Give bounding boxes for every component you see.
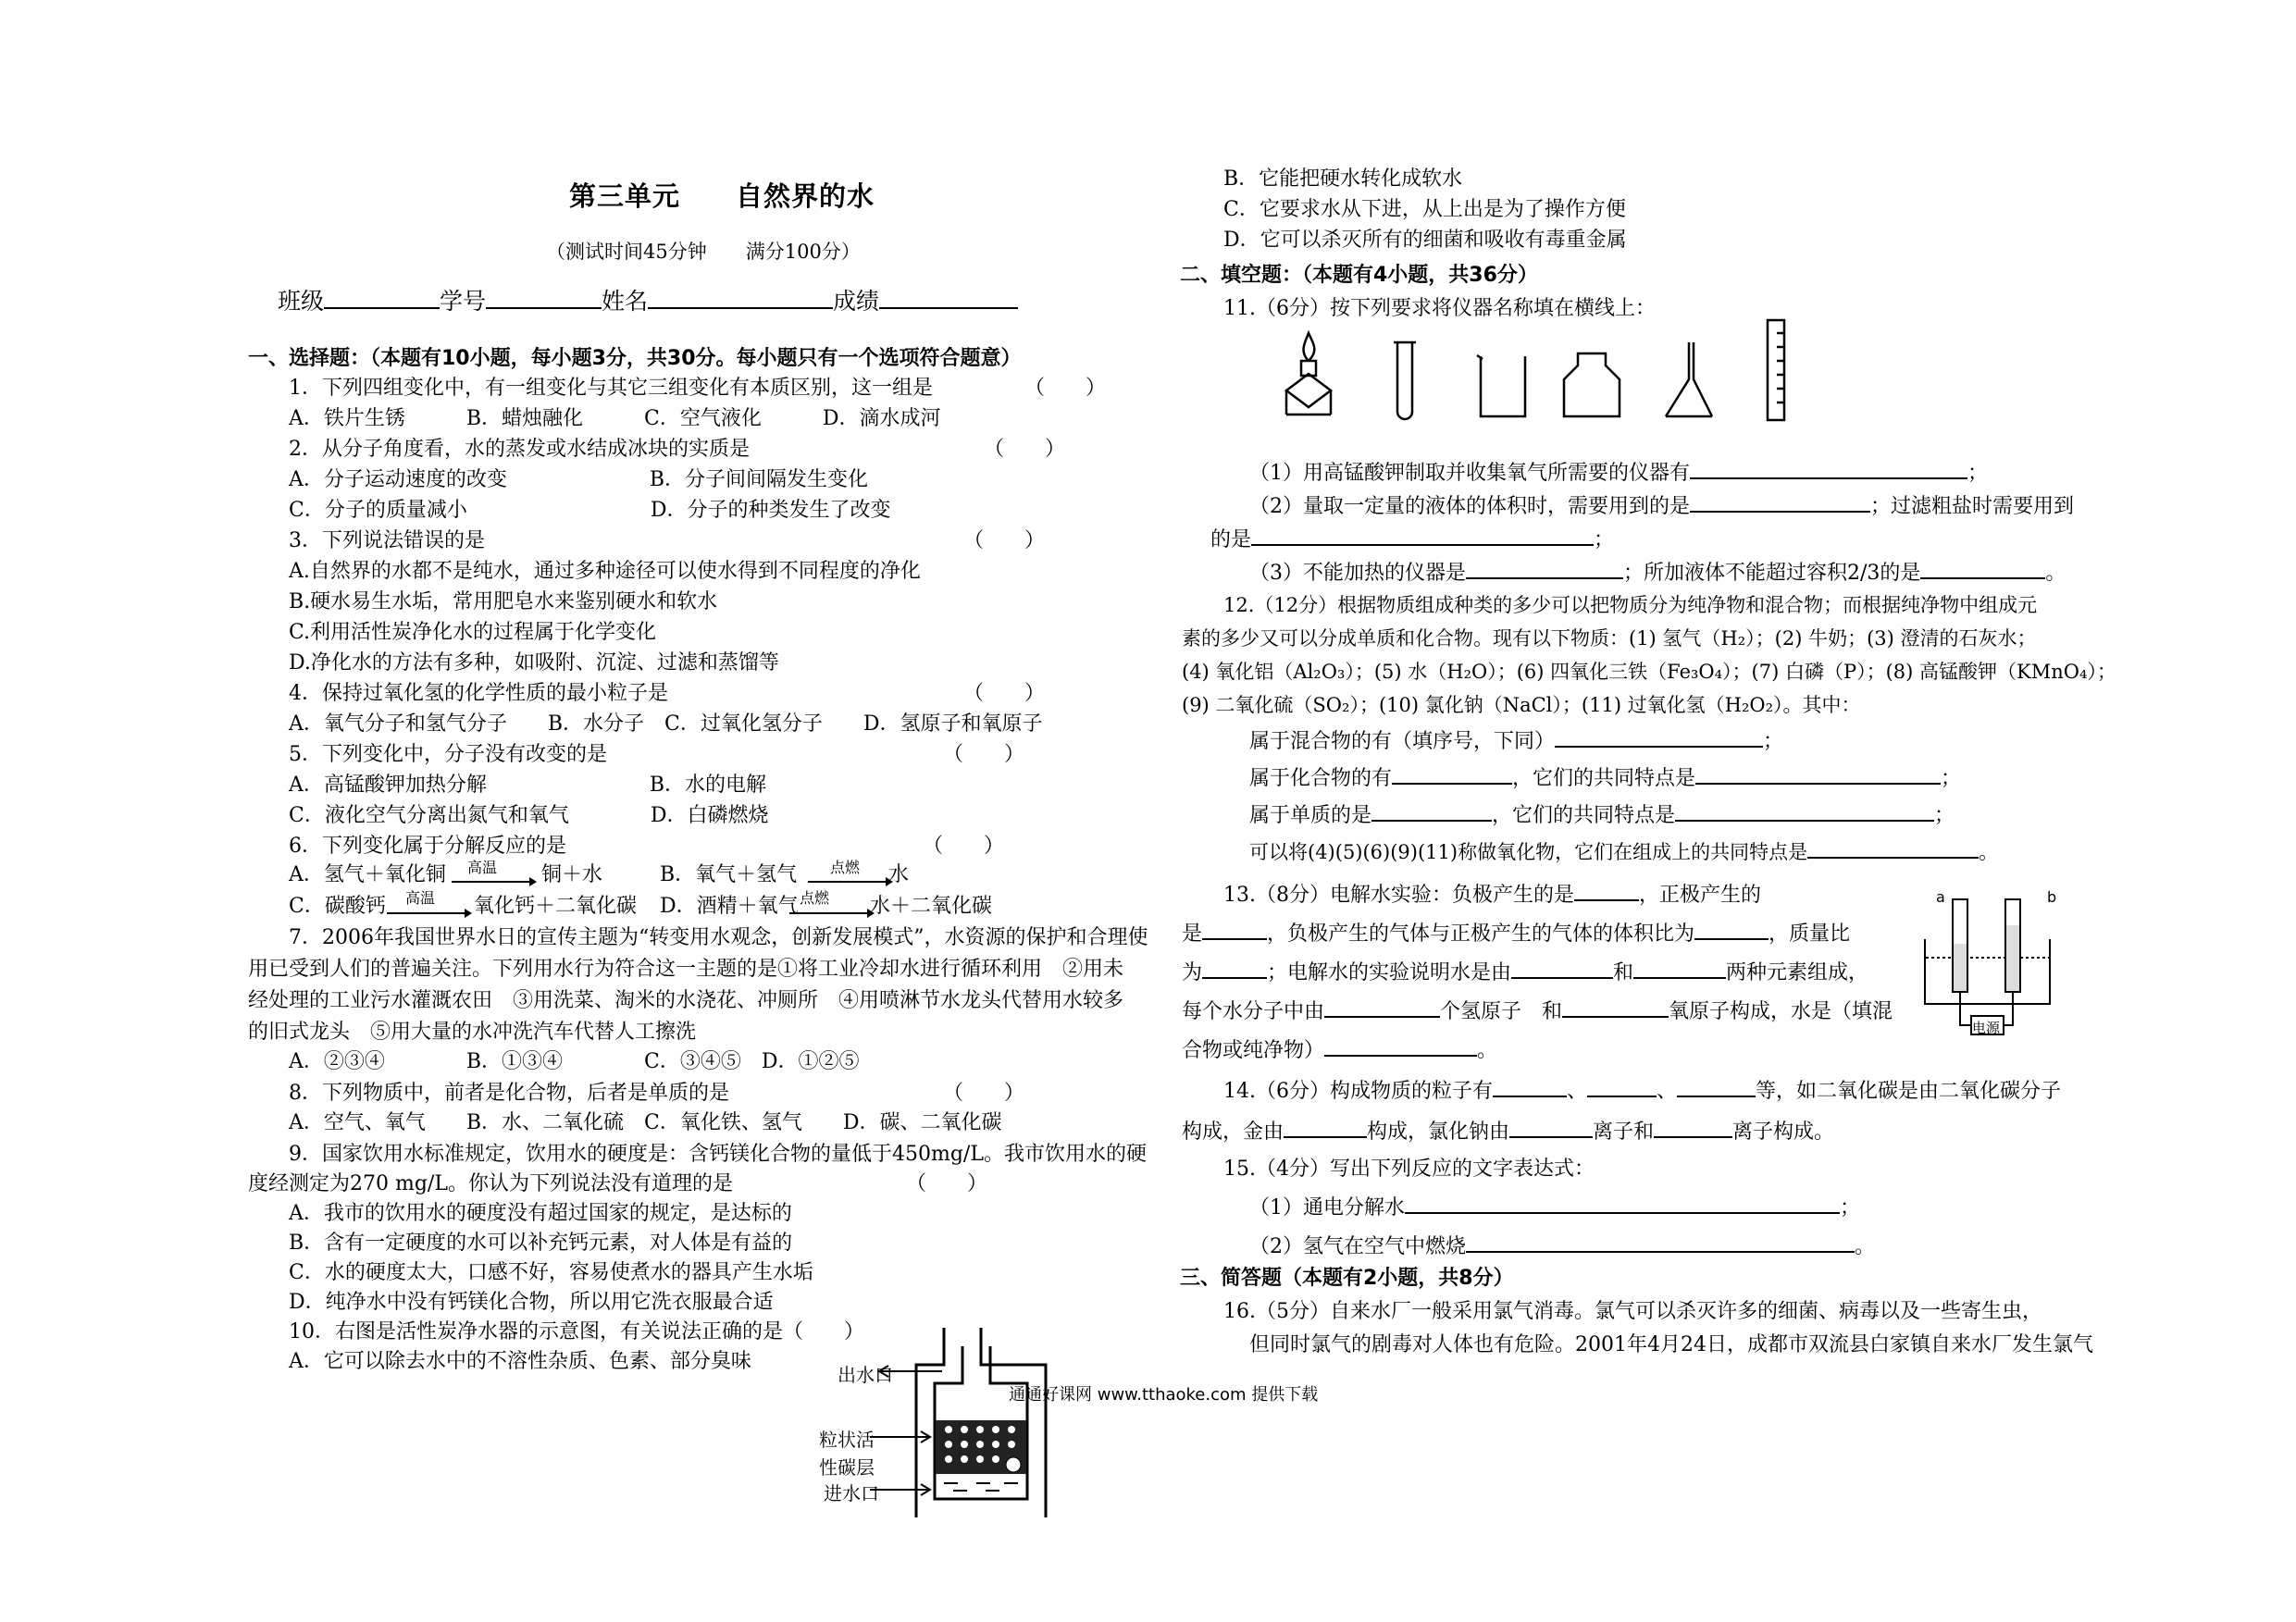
q14-a-end: 等，如二氧化碳是由二氧化碳分子 [1756, 1080, 2062, 1103]
q16-line-2: 但同时氯气的剧毒对人体也有危险。2001年4月24日，成都市双流县白家镇自来水厂发生氯气 [1249, 1333, 2093, 1356]
q6-option-c: C．碳酸钙 [289, 895, 386, 918]
id-label: 学号 [440, 288, 487, 315]
q13-e-end: 。 [1477, 1039, 1498, 1062]
q15-b-text: （2）氢气在空气中燃烧 [1249, 1235, 1466, 1258]
q6-a-reactants: A．氢气＋氧化铜 [289, 863, 446, 886]
q13-a-text: 13.（8分）电解水实验：负极产生的是 [1223, 884, 1574, 907]
q6-c-arrow [387, 909, 472, 918]
q14-b-mid1: 构成，氯化钠由 [1367, 1121, 1510, 1144]
beaker-icon [1477, 355, 1525, 416]
right_top-line: B．它能把硬水转化成软水 [1223, 167, 1463, 191]
q12-line: 12.（12分）根据物质组成种类的多少可以把物质分为纯净物和混合物；而根据纯净物中组成元 [1223, 594, 2038, 616]
id-blank[interactable] [486, 289, 602, 309]
left-line: C．液化空气分离出氮气和氧气 D．白磷燃烧 [289, 804, 769, 827]
q11-part-4-end: 。 [2045, 562, 2066, 585]
electrolysis-label-a: a [1936, 888, 1945, 906]
q15-a-end: ； [1840, 1196, 1861, 1220]
section-3-heading: 三、简答题（本题有2小题，共8分） [1180, 1267, 1514, 1290]
name-blank[interactable] [648, 289, 833, 309]
left-line: C.利用活性炭净化水的过程属于化学变化 [289, 621, 657, 644]
filter-layer-label-1: 粒状活 [819, 1429, 875, 1451]
q12-line: (4) 氧化铝（Al₂O₃）；(5) 水（H₂O）；(6) 四氧化三铁（Fe₃O₄）；(7) 白磷（P）；(8) 高锰酸钾（KMnO₄）； [1182, 661, 2116, 683]
q11-line-1 [1249, 459, 1988, 487]
q13-b-mid: ，负极产生的气体与正极产生的气体的体积比为 [1267, 922, 1695, 946]
q14-b-end: 离子构成。 [1732, 1121, 1835, 1144]
q6-b-products: 水 [888, 863, 910, 886]
left2-line: 经处理的工业污水灌溉农田 ③用洗菜、淘米的水浇花、冲厕所 ④用喷淋节水龙头代替用水较多 [248, 989, 1124, 1012]
q11-part-4-mid: ；所加液体不能超过容积2/3的是 [1623, 562, 1921, 585]
left2-line: 10．右图是活性炭净水器的示意图，有关说法正确的是（ ） [289, 1320, 864, 1343]
q11-heading: 11.（6分）按下列要求将仪器名称填在横线上： [1223, 297, 1656, 320]
q6-d-arrow [789, 909, 875, 918]
q14-a-text: 14.（6分）构成物质的粒子有 [1223, 1080, 1493, 1103]
q6-d-products: 水＋二氧化碳 [870, 895, 993, 918]
q11-blank-2[interactable] [1690, 492, 1870, 513]
score-label: 成绩 [833, 288, 880, 315]
class-blank[interactable] [324, 289, 440, 309]
gas-jar-icon [1564, 353, 1620, 416]
q6-b-condition: 点燃 [830, 859, 861, 876]
q14-blank-1[interactable] [1493, 1077, 1567, 1097]
q12-blank-b2[interactable] [1695, 764, 1941, 785]
apparatus-row [1277, 315, 1832, 430]
q11-part-2-text: （2）量取一定量的液体的体积时，需要用到的是 [1249, 495, 1690, 518]
q12-line-d [1249, 838, 1998, 865]
q14-sep-2: 、 [1657, 1080, 1678, 1103]
q12-c-mid: ，它们的共同特点是 [1492, 804, 1676, 827]
q13-line-d [1182, 997, 1893, 1025]
left-line: A．铁片生锈 B．蜡烛融化 C．空气液化 D．滴水成河 [289, 407, 941, 430]
q12-line: 素的多少又可以分成单质和化合物。现有以下物质：(1) 氢气（H₂）；(2) 牛奶；(3) 澄清的石灰水； [1182, 627, 2037, 650]
q13-line-c [1182, 959, 1868, 986]
q14-line-b [1182, 1118, 1834, 1145]
q14-line-a [1223, 1077, 2061, 1105]
q12-b-mid: ，它们的共同特点是 [1512, 767, 1696, 790]
alcohol-lamp-icon [1286, 333, 1331, 415]
left-line: 4．保持过氧化氢的化学性质的最小粒子是 （ ） [289, 682, 1045, 705]
left-line: A.自然界的水都不是纯水，通过多种途径可以使水得到不同程度的净化 [289, 560, 921, 583]
q11-line-3 [1210, 526, 1614, 553]
q13-line-b [1182, 920, 1850, 947]
left2-line: 7．2006年我国世界水日的宣传主题为“转变用水观念，创新发展模式”，水资源的保护和合理使 [289, 926, 1148, 949]
subtitle: （测试时间45分钟 满分100分） [546, 241, 861, 263]
q6-c-condition: 高温 [405, 889, 436, 907]
q13-line-a [1223, 881, 1761, 909]
q13-d-end: 氧原子构成，水是（填混 [1669, 1000, 1893, 1023]
electrolysis-label-b: b [2047, 888, 2057, 906]
q6-d-condition: 点燃 [800, 889, 830, 907]
q13-c-and: 和 [1613, 961, 1634, 984]
section-2-heading: 二、填空题：（本题有4小题，共36分） [1180, 264, 1538, 287]
left2-line: C．水的硬度太大，口感不好，容易使煮水的器具产生水垢 [289, 1261, 813, 1284]
q11-line-4 [1249, 559, 2066, 587]
q12-c-end: ； [1934, 804, 1955, 827]
q12-a-text: 属于混合物的有（填序号，下同） [1249, 730, 1556, 753]
filter-layer-label-2: 性碳层 [819, 1456, 875, 1479]
funnel-icon [1666, 342, 1712, 416]
name-label: 姓名 [602, 288, 649, 315]
q12-blank-b1[interactable] [1392, 764, 1512, 785]
q12-b-text: 属于化合物的有 [1249, 767, 1393, 790]
q14-b-text: 构成，金由 [1182, 1121, 1285, 1144]
q6-option-a [289, 862, 446, 888]
q12-blank-c1[interactable] [1371, 801, 1492, 822]
q12-line: (9) 二氧化硫（SO₂）；(10) 氯化钠（NaCl）；(11) 过氧化氢（H₂O₂）。其中： [1182, 694, 1861, 716]
q11-part-4-text: （3）不能加热的仪器是 [1249, 562, 1466, 585]
q13-line-e [1182, 1036, 1497, 1064]
q12-c-text: 属于单质的是 [1249, 804, 1372, 827]
student-info-row [278, 289, 1018, 315]
left-line: 5．下列变化中，分子没有改变的是 （ ） [289, 743, 1024, 766]
left2-line: 用已受到人们的普遍关注。下列用水行为符合这一主题的是①将工业冷却水进行循环利用 ②用未 [248, 958, 1124, 981]
q13-blank-2[interactable] [1202, 920, 1267, 940]
q6-a-products: 铜＋水 [541, 863, 603, 886]
q15-blank-1[interactable] [1405, 1194, 1840, 1214]
left-line: 3．下列说法错误的是 （ ） [289, 529, 1045, 552]
left2-line: 8．下列物质中，前者是化合物，后者是单质的是 （ ） [289, 1082, 1024, 1105]
q14-blank-5[interactable] [1509, 1118, 1593, 1138]
q14-blank-3[interactable] [1677, 1077, 1756, 1097]
left2-line: D．纯净水中没有钙镁化合物，所以用它洗衣服最合适 [289, 1291, 774, 1314]
right_top-line: C．它要求水从下进，从上出是为了操作方便 [1223, 198, 1626, 221]
q14-b-mid2: 离子和 [1593, 1121, 1655, 1144]
q11-part-2-mid: ；过滤粗盐时需要用到 [1870, 495, 2075, 518]
filter-outlet-label: 出水口 [838, 1364, 893, 1386]
q13-blank-6[interactable] [1633, 959, 1726, 979]
q13-blank-5[interactable] [1511, 959, 1613, 979]
left-line: 1．下列四组变化中，有一组变化与其它三组变化有本质区别，这一组是 （ ） [289, 377, 1107, 400]
q11-line-2 [1249, 492, 2074, 520]
left-line: 6．下列变化属于分解反应的是 （ ） [289, 835, 1004, 858]
q12-blank-a[interactable] [1555, 727, 1763, 748]
filter-inlet-label: 进水口 [824, 1482, 879, 1504]
q13-blank-3[interactable] [1694, 920, 1769, 940]
q13-blank-9[interactable] [1324, 1036, 1477, 1057]
q12-line-a [1249, 727, 1783, 755]
q6-option-b: B．氧气＋氢气 [660, 863, 798, 886]
q13-blank-8[interactable] [1562, 997, 1669, 1018]
q11-part-1-end: ； [1967, 462, 1989, 485]
q15-blank-2[interactable] [1466, 1232, 1855, 1253]
q6-c-products: 氧化钙＋二氧化碳 [474, 895, 638, 918]
q6-a-condition: 高温 [467, 859, 498, 876]
q15-b-end: 。 [1855, 1235, 1876, 1258]
q13-c-mid: ；电解水的实验说明水是由 [1267, 961, 1512, 984]
q12-d-text: 可以将(4)(5)(6)(9)(11)称做氧化物，它们在组成上的共同特点是 [1249, 841, 1808, 863]
q12-d-end: 。 [1979, 841, 1999, 863]
left2-line: A．②③④ B．①③④ C．③④⑤ D．①②⑤ [289, 1050, 860, 1073]
page-title: 第三单元 自然界的水 [569, 180, 875, 212]
footer-credit: 通通好课网 www.tthaoke.com 提供下载 [1009, 1385, 1319, 1405]
q15-heading: 15.（4分）写出下列反应的文字表达式： [1223, 1158, 1595, 1181]
electrolysis-power-label: 电源 [1972, 1020, 2001, 1036]
q13-b-end: ，质量比 [1769, 922, 1851, 946]
q13-d-mid: 个氢原子 和 [1440, 1000, 1563, 1023]
q13-a-end: ，正极产生的 [1639, 884, 1762, 907]
test-tube-icon [1394, 342, 1416, 419]
q11-part-3-text: 的是 [1210, 528, 1252, 551]
q11-part-1-text: （1）用高锰酸钾制取并收集氧气所需要的仪器有 [1249, 462, 1690, 485]
q13-d-text: 每个水分子中由 [1182, 1000, 1325, 1023]
q6-a-arrow [452, 877, 537, 886]
q11-blank-1[interactable] [1690, 459, 1967, 479]
graduated-cylinder-icon [1768, 320, 1784, 420]
left2-line: A．它可以除去水中的不溶性杂质、色素、部分臭味 [289, 1350, 751, 1373]
q12-blank-c2[interactable] [1675, 801, 1934, 822]
left-line: C．分子的质量减小 D．分子的种类发生了改变 [289, 499, 891, 522]
left2-line: 度经测定为270 mg/L。你认为下列说法没有道理的是 （ ） [248, 1172, 987, 1195]
q11-blank-4[interactable] [1466, 559, 1623, 579]
q15-line-a [1249, 1194, 1860, 1221]
left-line: 2．从分子角度看，水的蒸发或水结成冰块的实质是 （ ） [289, 438, 1065, 461]
q13-e-text: 合物或纯净物） [1182, 1039, 1325, 1062]
left2-line: 的旧式龙头 ⑤用大量的水冲洗汽车代替人工擦洗 [248, 1021, 697, 1044]
q6-b-arrow [808, 877, 893, 886]
q6-option-d: D．酒精＋氧气 [660, 895, 799, 918]
score-blank[interactable] [879, 289, 1018, 309]
q13-c-end: 两种元素组成， [1726, 961, 1869, 984]
left-line: B.硬水易生水垢，常用肥皂水来鉴别硬水和软水 [289, 590, 718, 613]
q13-blank-7[interactable] [1324, 997, 1440, 1018]
q13-b-text: 是 [1182, 922, 1203, 946]
q13-blank-4[interactable] [1202, 959, 1267, 979]
class-label: 班级 [278, 288, 325, 315]
q13-blank-1[interactable] [1574, 881, 1639, 901]
q14-blank-2[interactable] [1587, 1077, 1657, 1097]
q11-blank-5[interactable] [1920, 559, 2045, 579]
left-line: A．高锰酸钾加热分解 B．水的电解 [289, 774, 767, 797]
q12-line-b [1249, 764, 1961, 792]
q13-c-text: 为 [1182, 961, 1203, 984]
q14-blank-6[interactable] [1654, 1118, 1732, 1138]
right_top-line: D．它可以杀灭所有的细菌和吸收有毒重金属 [1223, 229, 1627, 252]
section-1-heading: 一、选择题：（本题有10小题，每小题3分，共30分。每小题只有一个选项符合题意） [248, 347, 1022, 370]
left2-line: 9．国家饮用水标准规定，饮用水的硬度是：含钙镁化合物的量低于450mg/L。我市饮用水的硬 [289, 1143, 1147, 1166]
left2-line: A．空气、氧气 B．水、二氧化硫 C．氧化铁、氢气 D．碳、二氧化碳 [289, 1111, 1002, 1134]
q12-blank-d[interactable] [1807, 838, 1979, 859]
q16-line-1: 16.（5分）自来水厂一般采用氯气消毒。氯气可以杀灭许多的细菌、病毒以及一些寄生虫， [1223, 1300, 2042, 1323]
q12-line-c [1249, 801, 1955, 829]
q12-a-end: ； [1763, 730, 1784, 753]
q15-a-text: （1）通电分解水 [1249, 1196, 1405, 1220]
left2-line: B．含有一定硬度的水可以补充钙元素，对人体是有益的 [289, 1232, 793, 1255]
q15-line-b [1249, 1232, 1875, 1260]
left-line: A．分子运动速度的改变 B．分子间间隔发生变化 [289, 468, 869, 491]
left-line: D.净化水的方法有多种，如吸附、沉淀、过滤和蒸馏等 [289, 651, 779, 675]
left-line: A．氧气分子和氢气分子 B．水分子 C．过氧化氢分子 D．氢原子和氧原子 [289, 712, 1043, 736]
q11-part-3-end: ； [1594, 528, 1615, 551]
q14-blank-4[interactable] [1284, 1118, 1367, 1138]
q14-sep-1: 、 [1567, 1080, 1588, 1103]
q12-b-end: ； [1941, 767, 1962, 790]
q11-blank-3[interactable] [1251, 526, 1594, 546]
left2-line: A．我市的饮用水的硬度没有超过国家的规定，是达标的 [289, 1202, 792, 1225]
